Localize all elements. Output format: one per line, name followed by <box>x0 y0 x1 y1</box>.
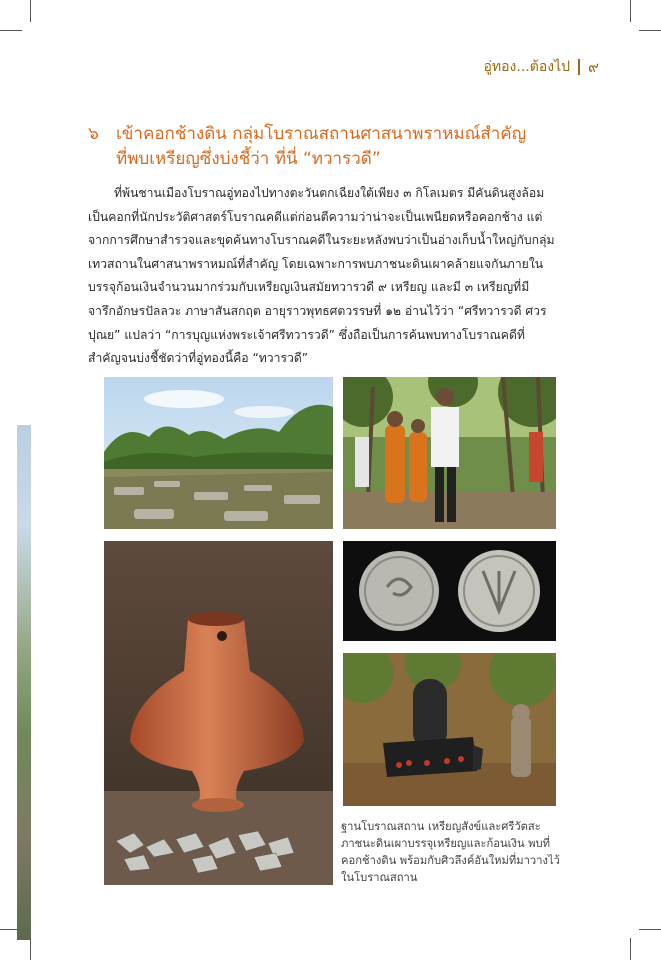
crop-mark <box>30 0 31 22</box>
crop-mark <box>630 938 631 960</box>
photo-silver-coins <box>343 541 556 641</box>
caption-line: ภาชนะดินเผาบรรจุเหรียญและก้อนเงิน พบที่ <box>341 837 551 850</box>
crop-mark <box>30 938 31 960</box>
photo-terracotta-vessel <box>104 541 333 885</box>
caption-line: ฐานโบราณสถาน เหรียญสังข์และศรีวัตสะ <box>341 820 541 833</box>
photo-shiva-linga <box>343 653 556 806</box>
body-line: ที่พ้นชานเมืองโบราณอู่ทองไปทางตะวันตกเฉียงใต้เพียง ๓ กิโลเมตร มีคันดินสูงล้อม <box>114 186 545 200</box>
crop-mark <box>639 30 661 31</box>
caption-line: ในโบราณสถาน <box>341 871 418 884</box>
photo-monks-visit <box>343 377 556 529</box>
body-line: จารึกอักษรปัลลวะ ภาษาสันสกฤต อายุราวพุทธศตวรรษที่ ๑๒ อ่านไว้ว่า “ศรีทวารวดี ศวร <box>88 303 547 318</box>
section-title-line-2: ที่พบเหรียญซึ่งบ่งชี้ว่า ที่นี่ “ทวารวดี” <box>116 149 381 169</box>
section-title-line-1: เข้าคอกช้างดิน กลุ่มโบราณสถานศาสนาพราหมณ์สำคัญ <box>116 124 527 144</box>
body-line: จากการศึกษาสำรวจและขุดค้นทางโบราณคดีในระยะหลังพบว่าเป็นอ่างเก็บน้ำใหญ่กับกลุ่ม <box>88 233 555 248</box>
running-title: อู่ทอง...ต้องไป <box>483 59 570 75</box>
caption-line: คอกช้างดิน พร้อมกับศิวลึงค์อันใหม่ที่มาวางไว้ <box>341 854 560 867</box>
section-heading <box>88 122 588 172</box>
crop-mark <box>630 0 631 22</box>
running-header <box>484 56 600 78</box>
body-line: บรรจุก้อนเงินจำนวนมากร่วมกับเหรียญเงินสมัยทวารวดี ๙ เหรียญ และมี ๓ เหรียญที่มี <box>88 280 530 295</box>
photo-caption <box>341 818 581 886</box>
body-line: เทวสถานในศาสนาพราหมณ์ที่สำคัญ โดยเฉพาะการพบภาชนะดินเผาคล้ายแจกันภายใน <box>88 256 544 271</box>
body-line: ปุณย” แปลว่า “การบุญแห่งพระเจ้าศรีทวารวดี” ซึ่งถือเป็นการค้นพบทางโบราณคดีที่ <box>88 327 525 342</box>
photo-ruins-site <box>104 377 333 529</box>
crop-mark <box>639 929 661 930</box>
body-line: เป็นคอกที่นักประวัติศาสตร์โบราณคดีแต่ก่อนตีความว่าน่าจะเป็นเพนียดหรือคอกช้าง แต่ <box>88 209 543 224</box>
crop-mark <box>0 30 22 31</box>
body-line: สำคัญจนบ่งชี้ชัดว่าที่อู่ทองนี้คือ “ทวารวดี” <box>88 351 309 366</box>
section-number: ๖ <box>88 124 99 144</box>
body-paragraph <box>88 182 578 371</box>
header-separator <box>578 59 580 75</box>
page-number: ๙ <box>588 58 599 76</box>
page-edge-photo-strip <box>17 425 31 940</box>
